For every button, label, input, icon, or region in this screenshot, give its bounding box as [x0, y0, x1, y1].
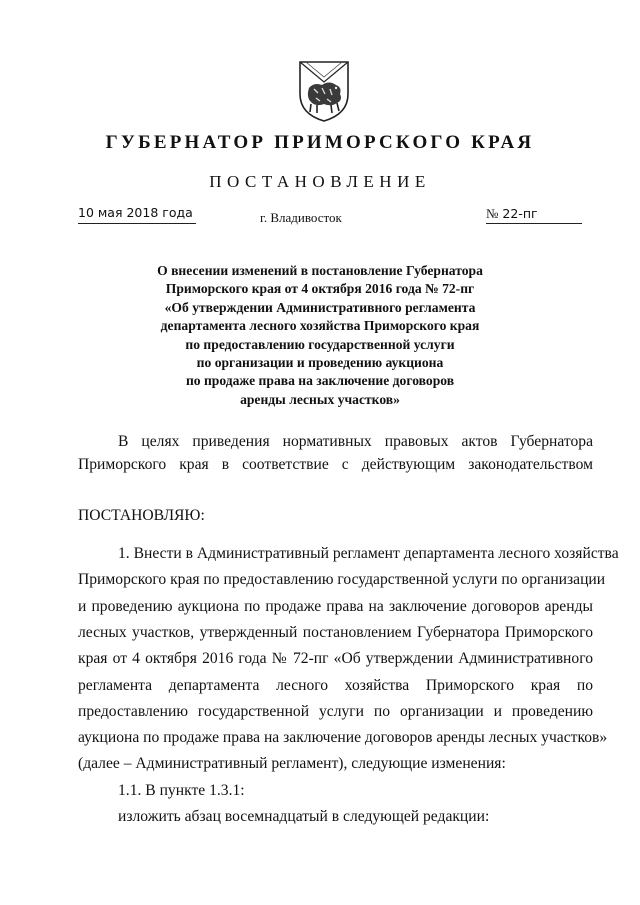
- subject-line: Приморского края от 4 октября 2016 года № 72-пг: [165, 281, 475, 297]
- item1-1-heading: 1.1. В пункте 1.3.1:: [118, 782, 245, 799]
- subject-line: по организации и проведению аукциона: [196, 355, 444, 371]
- document-subject: [110, 262, 530, 409]
- number-sign: №: [486, 206, 499, 221]
- subject-line: О внесении изменений в постановление Губернатора: [157, 263, 483, 278]
- item1-line: лесных участков, утвержденный постановлением Губернатора Приморского: [78, 624, 593, 641]
- item1-line: 1. Внести в Административный регламент департамента лесного хозяйства: [118, 545, 619, 562]
- item1-line: края от 4 октября 2016 года № 72-пг «Об утверждении Административного: [78, 650, 593, 667]
- document-date: 10 мая 2018 года: [78, 205, 196, 224]
- subject-line: по продаже права на заключение договоров: [185, 373, 455, 389]
- item1-line: Приморского края по предоставлению государственной услуги по организации: [78, 571, 606, 588]
- number-value: 22-пг: [502, 206, 538, 221]
- item1-1-text: изложить абзац восемнадцатый в следующей редакции:: [118, 808, 490, 825]
- preamble-line: В целях приведения нормативных правовых актов Губернатора: [118, 433, 593, 450]
- document-type: ПОСТАНОВЛЕНИЕ: [209, 172, 431, 191]
- subject-line: аренды лесных участков»: [240, 391, 400, 407]
- item1-line: предоставлению государственной услуги по организации и проведению: [78, 703, 593, 720]
- item1-line: регламента департамента лесного хозяйства Приморского края по: [78, 677, 593, 694]
- document-city: г. Владивосток: [260, 210, 342, 225]
- subject-line: «Об утверждении Административного регламента: [164, 299, 476, 315]
- preamble-line: Приморского края в соответствие с действующим законодательством: [78, 456, 593, 473]
- decree-heading: ПОСТАНОВЛЯЮ:: [78, 507, 205, 524]
- governor-title: ГУБЕРНАТОР ПРИМОРСКОГО КРАЯ: [105, 132, 535, 153]
- item1-line: (далее – Административный регламент), следующие изменения:: [78, 755, 506, 772]
- subject-line: по предоставлению государственной услуги: [185, 336, 455, 352]
- document-number: [486, 205, 582, 224]
- item1-line: и проведению аукциона по продаже права на заключение договоров аренды: [78, 598, 593, 615]
- subject-line: департамента лесного хозяйства Приморского края: [160, 318, 480, 334]
- item1-line: аукциона по продаже права на заключение договоров аренды лесных участков»: [78, 729, 608, 746]
- coat-of-arms-emblem: [296, 58, 352, 124]
